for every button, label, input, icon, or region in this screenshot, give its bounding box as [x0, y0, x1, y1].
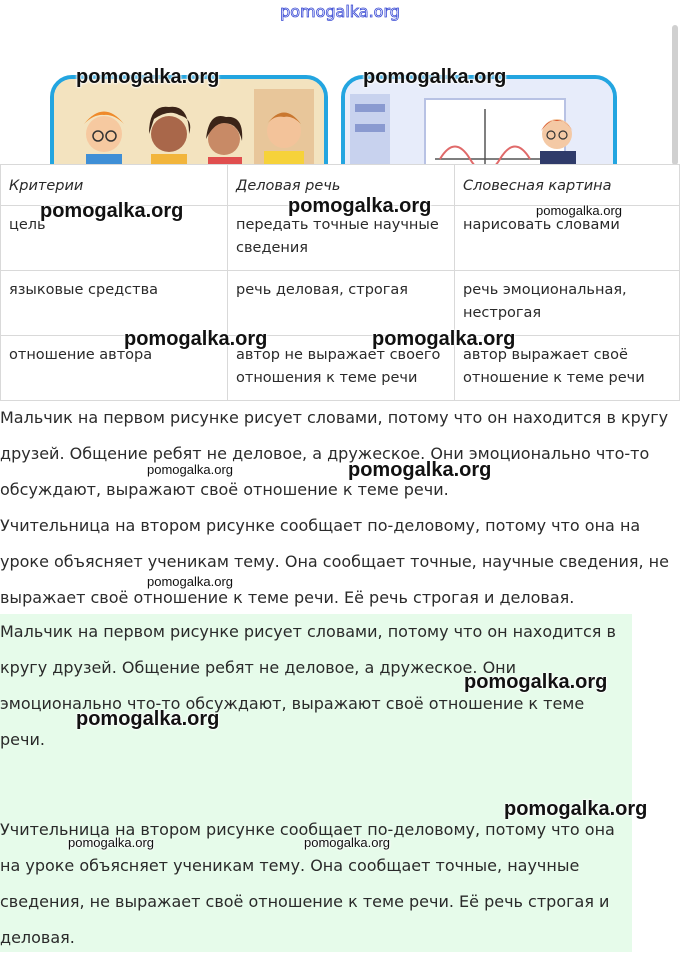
- table-cell: нарисовать словами: [455, 206, 680, 271]
- watermark: pomogalka.org: [288, 195, 432, 217]
- site-watermark-top: pomogalka.org: [280, 2, 400, 21]
- header-business-speech: Деловая речь: [228, 165, 455, 206]
- watermark: pomogalka.org: [363, 66, 507, 88]
- table-header-row: [1, 165, 680, 206]
- table-row: [1, 271, 680, 336]
- table-row: [1, 336, 680, 401]
- watermark: pomogalka.org: [68, 835, 154, 850]
- watermark: pomogalka.org: [76, 66, 220, 88]
- teacher-drawing: [345, 79, 613, 165]
- watermark: pomogalka.org: [147, 574, 233, 589]
- watermark: pomogalka.org: [124, 328, 268, 350]
- table-cell: автор выражает своё отношение к теме речи: [455, 336, 680, 401]
- teacher-illustration: [341, 75, 617, 165]
- table-cell: речь эмоциональная, нестрогая: [455, 271, 680, 336]
- watermark: pomogalka.org: [348, 459, 492, 481]
- paragraph-teacher: Учительница на втором рисунке сообщает по-деловому, потому что она на уроке объясняет ученикам тему. Она сообщает точные, научные сведения, не выражает своё отношение к теме речи. Её речь строгая и деловая.: [0, 516, 669, 607]
- answer-paragraph-teacher: Учительница на втором рисунке сообщает по-деловому, потому что она на уроке объясняет ученикам тему. Она сообщает точные, научные сведения, не выражает своё отношение к теме речи. Её речь строгая и деловая.: [0, 820, 615, 947]
- table-cell: речь деловая, строгая: [228, 271, 455, 336]
- watermark: pomogalka.org: [40, 200, 184, 222]
- watermark: pomogalka.org: [147, 462, 233, 477]
- table-row: [1, 206, 680, 271]
- table-cell: передать точные научные сведения: [228, 206, 455, 271]
- table-cell: отношение автора: [1, 336, 228, 401]
- criteria-table: [0, 164, 680, 401]
- watermark: pomogalka.org: [464, 671, 608, 693]
- header-verbal-picture: Словесная картина: [455, 165, 680, 206]
- watermark: pomogalka.org: [76, 708, 220, 730]
- watermark: pomogalka.org: [304, 835, 390, 850]
- watermark: pomogalka.org: [504, 798, 648, 820]
- header-criteria: Критерии: [1, 165, 228, 206]
- illustrations: [0, 75, 680, 165]
- watermark: pomogalka.org: [372, 328, 516, 350]
- table-cell: цель: [1, 206, 228, 271]
- table-cell: языковые средства: [1, 271, 228, 336]
- friends-illustration: [50, 75, 328, 165]
- paragraph-boy: Мальчик на первом рисунке рисует словами, потому что он находится в кругу друзей. Общение ребят не деловое, а дружеское. Они эмоционально что-то обсуждают, выражают своё отношение к теме речи.: [0, 408, 669, 499]
- watermark: pomogalka.org: [536, 203, 622, 218]
- answer-paragraph-boy: Мальчик на первом рисунке рисует словами, потому что он находится в кругу друзей. Общение ребят не деловое, а дружеское. Они эмоционально что-то обсуждают, выражают своё отношение к теме речи.: [0, 622, 616, 749]
- table-cell: автор не выражает своего отношения к теме речи: [228, 336, 455, 401]
- children-drawing: [54, 79, 324, 165]
